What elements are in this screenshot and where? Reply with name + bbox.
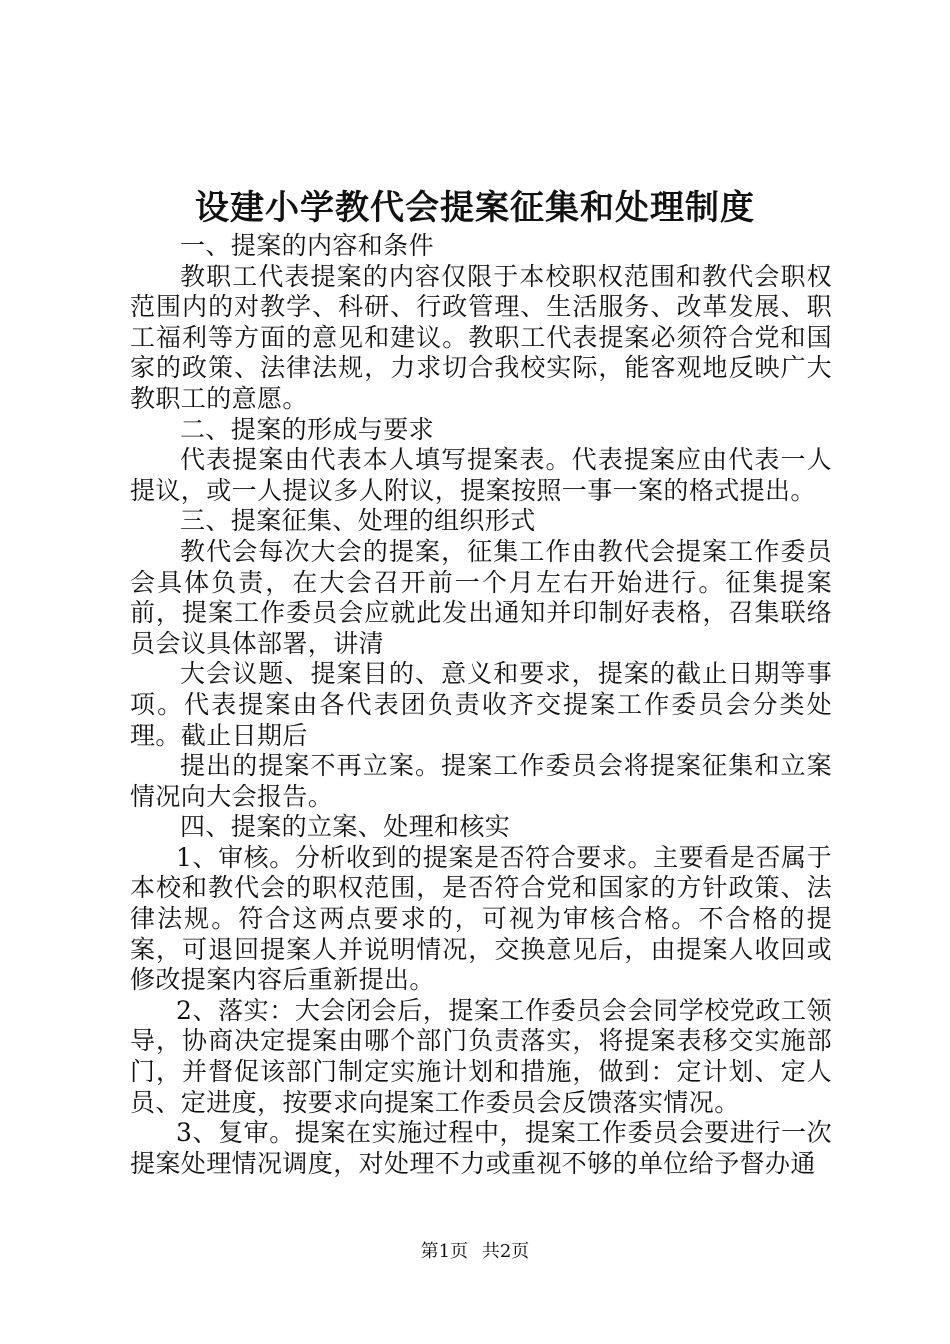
page-total: 共2页: [481, 1241, 530, 1262]
page-number: 第1页: [420, 1241, 469, 1262]
document-body: [130, 231, 832, 1179]
paragraph-2: 代表提案由代表本人填写提案表。代表提案应由代表一人提议，或一人提议多人附议，提案按照一事一案的格式提出。: [130, 445, 832, 505]
paragraph-1: 教职工代表提案的内容仅限于本校职权范围和教代会职权范围内的对教学、科研、行政管理、生活服务、改革发展、职工福利等方面的意见和建议。教职工代表提案必须符合党和国家的政策、法律法规，力求切合我校实际，能客观地反映广大教职工的意愿。: [130, 261, 832, 413]
paragraph-4: 大会议题、提案目的、意义和要求，提案的截止日期等事项。代表提案由各代表团负责收齐交提案工作委员会分类处理。截止日期后: [130, 659, 832, 750]
list-item-review: 1、审核。分析收到的提案是否符合要求。主要看是否属于本校和教代会的职权范围，是否符合党和国家的方针政策、法律法规。符合这两点要求的，可视为审核合格。不合格的提案，可退回提案人并说明情况，交换意见后，由提案人收回或修改提案内容后重新提出。: [130, 842, 832, 995]
section-heading-3: 三、提案征集、处理的组织形式: [180, 506, 536, 536]
section-heading-4: 四、提案的立案、处理和核实: [180, 812, 511, 842]
paragraph-5: 提出的提案不再立案。提案工作委员会将提案征集和立案情况向大会报告。: [130, 751, 832, 811]
page-footer: [0, 1240, 950, 1264]
section-heading-1: 一、提案的内容和条件: [180, 231, 435, 260]
section-heading-2: 二、提案的形成与要求: [180, 414, 435, 444]
paragraph-3: 教代会每次大会的提案，征集工作由教代会提案工作委员会具体负责，在大会召开前一个月左右开始进行。征集提案前，提案工作委员会应就此发出通知并印制好表格，召集联络员会议具体部署，讲清: [130, 536, 832, 658]
list-item-implement: 2、落实：大会闭会后，提案工作委员会会同学校党政工领导，协商决定提案由哪个部门负责落实，将提案表移交实施部门，并督促该部门制定实施计划和措施，做到：定计划、定人员、定进度，按要求向提案工作委员会反馈落实情况。: [130, 995, 832, 1117]
list-item-recheck: 3、复审。提案在实施过程中，提案工作委员会要进行一次提案处理情况调度，对处理不力或重视不够的单位给予督办通: [130, 1118, 832, 1178]
document-title: 设建小学教代会提案征集和处理制度: [195, 188, 755, 228]
